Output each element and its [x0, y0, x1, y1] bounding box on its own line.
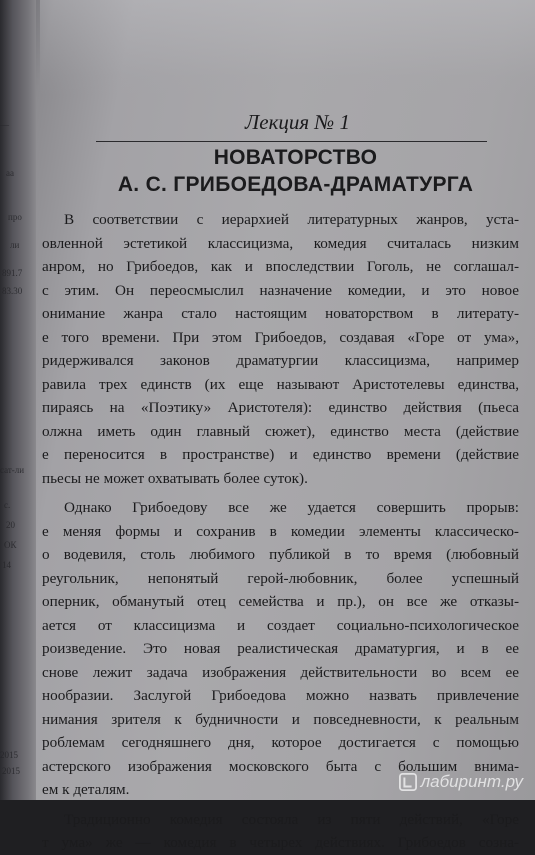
chapter-title-line2: А. С. ГРИБОЕДОВА-ДРАМАТУРГА: [117, 173, 474, 196]
text-line: ем к деталям.: [42, 781, 130, 798]
heading-rule: [96, 141, 487, 142]
text-line: нимания зрителя к будничности и повседневности, к реальным: [42, 710, 519, 728]
text-line: т ума» же — комедия в четырех действиях. Грибоедов созна-: [42, 834, 519, 851]
text-line: оперник, обманутый отец семейства и пр.), он все же отказы-: [42, 593, 519, 610]
watermark: [399, 772, 523, 792]
bleed-fragment: ли: [10, 240, 20, 250]
bleed-fragment: 20: [6, 520, 15, 530]
lecture-number: Лекция № 1: [245, 110, 350, 134]
bleed-fragment: про: [8, 212, 22, 222]
bleed-fragment: ОК: [4, 540, 17, 550]
paragraph: [42, 808, 519, 855]
bleed-fragment: 891.7: [2, 268, 23, 278]
text-line: е того времени. При этом Грибоедов, создавая «Горе от ума»,: [42, 328, 519, 346]
text-line: астерского изображения московского быта с большим внима-: [42, 757, 519, 775]
text-line: равила трех единств (их еще называют Аристотелевы единства,: [42, 375, 519, 393]
text-line: нообразии. Заслугой Грибоедова можно назвать привлечение: [42, 687, 519, 704]
bleed-fragment: аа: [6, 168, 14, 178]
text-line: онимание жанра стало настоящим новаторством в литерату-: [42, 305, 519, 322]
text-line: снове лежит задача изображения действительности во всем ее: [42, 663, 519, 681]
bleed-fragment: 83.30: [2, 286, 23, 296]
text-line: Однако Грибоедову все же удается совершить прорыв:: [64, 499, 519, 516]
bleed-fragment: 2015: [0, 750, 18, 760]
text-line: В соответствии с иерархией литературных жанров, уста-: [64, 211, 519, 228]
paragraph: [42, 496, 519, 802]
body-text: [42, 208, 519, 855]
bleed-fragment: 14: [2, 560, 11, 570]
text-line: реугольник, непонятый герой-любовник, более успешный: [42, 569, 519, 587]
paragraph: [42, 208, 519, 490]
text-line: пьесы не может охватывать более суток).: [42, 469, 308, 487]
text-line: с этим. Он переосмыслил назначение комедии, и это новое: [42, 281, 519, 299]
bleed-fragment: 2015: [2, 766, 20, 776]
text-line: овленной эстетикой классицизма, комедия считалась низким: [42, 234, 519, 252]
text-line: е меняя формы и сохранив в комедии элементы классическо-: [42, 522, 519, 540]
text-line: ается от классицизма и создает социально-психологическое: [42, 616, 519, 634]
bleed-fragment: сат-ли: [0, 465, 25, 475]
text-line: анром, но Грибоедов, как и впоследствии Гоголь, не соглашал-: [42, 258, 519, 275]
bleed-through-area: [40, 0, 535, 95]
labirint-logo-icon: [399, 773, 417, 791]
text-line: о водевиля, столь любимого публикой в то время (любовный: [42, 546, 519, 563]
text-line: ридерживался законов драматургии классицизма, например: [42, 352, 519, 369]
text-line: е переносится в пространстве) и единство времени (действие: [42, 446, 519, 463]
text-line: роизведение. Это новая реалистическая драматургия, и в ее: [42, 640, 519, 657]
bleed-fragment: —: [0, 120, 9, 130]
chapter-title-line1: НОВАТОРСТВО: [213, 146, 378, 169]
bleed-fragment: с.: [4, 500, 11, 510]
text-line: пираясь на «Поэтику» Аристотеля): единство действия (пьеса: [42, 399, 519, 416]
text-line: олжна иметь один главный сюжет), единство места (действие: [42, 422, 519, 440]
watermark-text: лабиринт.ру: [420, 772, 523, 791]
text-line: Традиционно комедия состояла из пяти действий, «Горе: [64, 810, 519, 828]
text-line: роблемам сегодняшнего дня, которое достигается с помощью: [42, 734, 519, 751]
